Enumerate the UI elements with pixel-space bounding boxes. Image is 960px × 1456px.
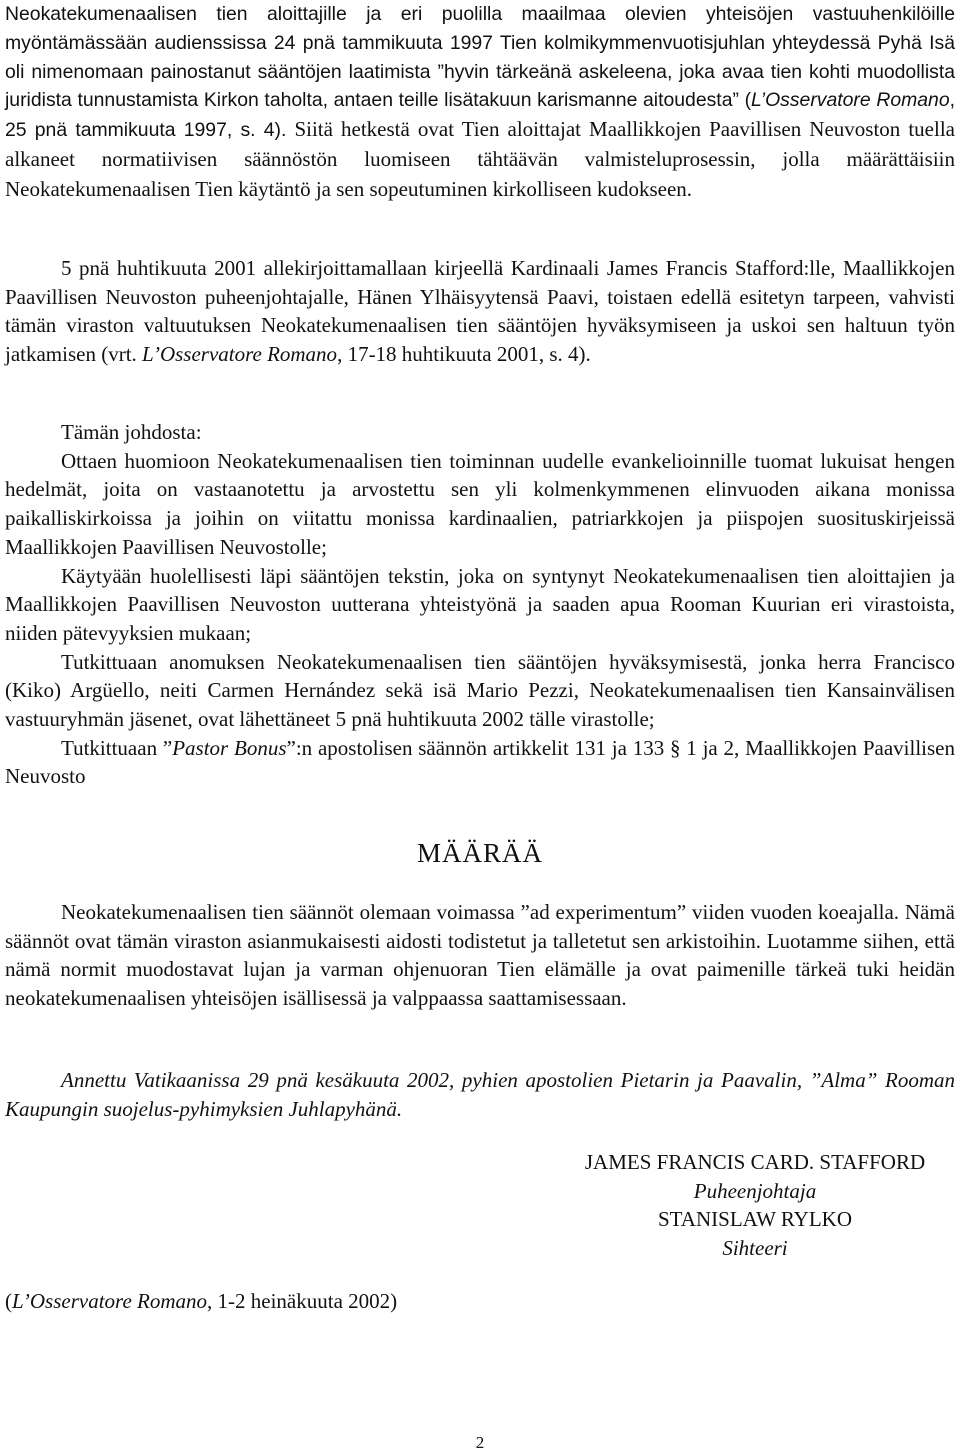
consideration-item: [5, 734, 955, 791]
document-title: Pastor Bonus: [172, 735, 287, 760]
consideration-item: Ottaen huomioon Neokatekumenaalisen tien toiminnan uudelle evankelioinnille tuomat lukuisat hengen hedelmät, joita on vastaanotettu ja arvostettu sen yli kolmenkymmenen elinvuoden aikana monissa paikalliskirkoissa ja joihin on viitattu monissa kardinaalien, patriarkkojen ja piispojen suosituskirjeissä Maallikkojen Paavillisen Neuvostolle;: [5, 448, 955, 559]
signatory-role: Sihteeri: [722, 1235, 788, 1260]
document-page: [5, 0, 955, 1456]
signatory-name: STANISLAW RYLKO: [657, 1207, 852, 1231]
source-citation: [5, 1289, 397, 1314]
signature-block: [545, 1148, 960, 1262]
text-span: Neokatekumenaalisen tien aloittajille ja eri puolilla maailmaa olevien yhteisöjen vastuuhenkilöille myöntämässään audienssissa 24 pnä tammikuuta 1997 Tien kolmikymmenvuotisjuhlan yhteydessä Pyhä Isä oli nimenomaan painostanut sääntöjen laatimista ”hyvin tärkeänä askeleena, joka avaa tien kohti muodollista juridista tunnustamista Kirkon taholta, antaen teille lisätakuun karismanne aitoudesta” (: [5, 3, 955, 112]
publication-title: L’Osservatore Romano: [142, 342, 338, 367]
decree-heading: MÄÄRÄÄ: [416, 838, 543, 868]
considerations-section: [5, 418, 955, 791]
text-span: , 25 pnä tammikuuta 1997, s. 4).: [5, 89, 956, 142]
paragraph-text: [5, 254, 955, 369]
publication-title: L’Osservatore Romano: [751, 89, 950, 112]
signatory-name: JAMES FRANCIS CARD. STAFFORD: [584, 1150, 926, 1174]
text-span: ”:n apostolisen säännön artikkelit 131 ja 133 § 1 ja 2, Maallikkojen Paavillisen Neuvosto: [5, 735, 956, 789]
consideration-item: Tutkittuaan anomuksen Neokatekumenaalisen tien sääntöjen hyväksymisestä, jonka herra Francisco (Kiko) Argüello, neiti Carmen Hernández sekä isä Mario Pezzi, Neokatekumenaalisen tien Kansainvälisen vastuuryhmän jäsenet, ovat lähettäneet 5 pnä huhtikuuta 2002 tälle virastolle;: [5, 649, 955, 732]
text-span: 5 pnä huhtikuuta 2001 allekirjoittamallaan kirjeellä Kardinaali James Francis Stafford:lle, Maallikkojen Paavillisen Neuvoston puheenjohtajalle, Hänen Ylhäisyytensä Paavi, toistaen edellä esitetyn tarpeen, vahvisti tämän viraston valtuutuksen Neokatekumenaalisen tien sääntöjen hyväksymiseen ja uskoi sen haltuun työn jatkamisen (vrt.: [5, 256, 955, 367]
decree-paragraph: [5, 898, 955, 1013]
text-span: , 1-2 heinäkuuta 2002): [207, 1289, 398, 1313]
publication-title: L’Osservatore Romano: [12, 1289, 208, 1313]
paragraph-text: Annettu Vatikaanissa 29 pnä kesäkuuta 2002, pyhien apostolien Pietarin ja Paavalin, ”Alma” Rooman Kaupungin suojelus-pyhimyksien Juhlapyhänä.: [5, 1068, 955, 1121]
paragraph-text: Neokatekumenaalisen tien säännöt olemaan voimassa ”ad experimentum” viiden vuoden koeajalla. Nämä säännöt ovat tämän viraston asianmukaisesti aidosti todistetut ja talletetut sen arkistoihin. Luotamme siihen, että nämä normit muodostavat lujan ja varman ohjenuoran Tien elämälle ja ovat paimenille tärkeä tuki heidän neokatekumenaalisen yhteisöjen isällisessä ja valppaassa saattamisessaan.: [5, 900, 955, 1011]
page-number: 2: [475, 1433, 485, 1452]
considerations-heading: Tämän johdosta:: [61, 420, 202, 444]
consideration-item: Käytyään huolellisesti läpi sääntöjen tekstin, joka on syntynyt Neokatekumenaalisen tien aloittajien ja Maallikkojen Paavillisen Neuvoston uutterana yhteistyönä ja saaden apua Rooman Kuurian eri virastoista, niiden pätevyyksien mukaan;: [5, 563, 955, 645]
given-paragraph: [5, 1066, 955, 1123]
paragraph-audience: [5, 0, 955, 205]
text-span: Siitä hetkestä ovat Tien aloittajat Maallikkojen Paavillisen Neuvoston tuella alkaneet normatiivisen säännöstön luomiseen tähtäävän valmisteluprosessin, jolla määrättäisiin Neokatekumenaalisen Tien käytäntö ja sen sopeutuminen kirkolliseen kudokseen.: [5, 117, 955, 201]
text-span: Tutkittuaan ”: [61, 735, 173, 760]
signatory-role: Puheenjohtaja: [693, 1178, 817, 1203]
paragraph-text: [5, 0, 955, 205]
text-span: , 17-18 huhtikuuta 2001, s. 4).: [337, 342, 591, 367]
text-span: (: [5, 1289, 12, 1313]
paragraph-letter: [5, 254, 955, 369]
